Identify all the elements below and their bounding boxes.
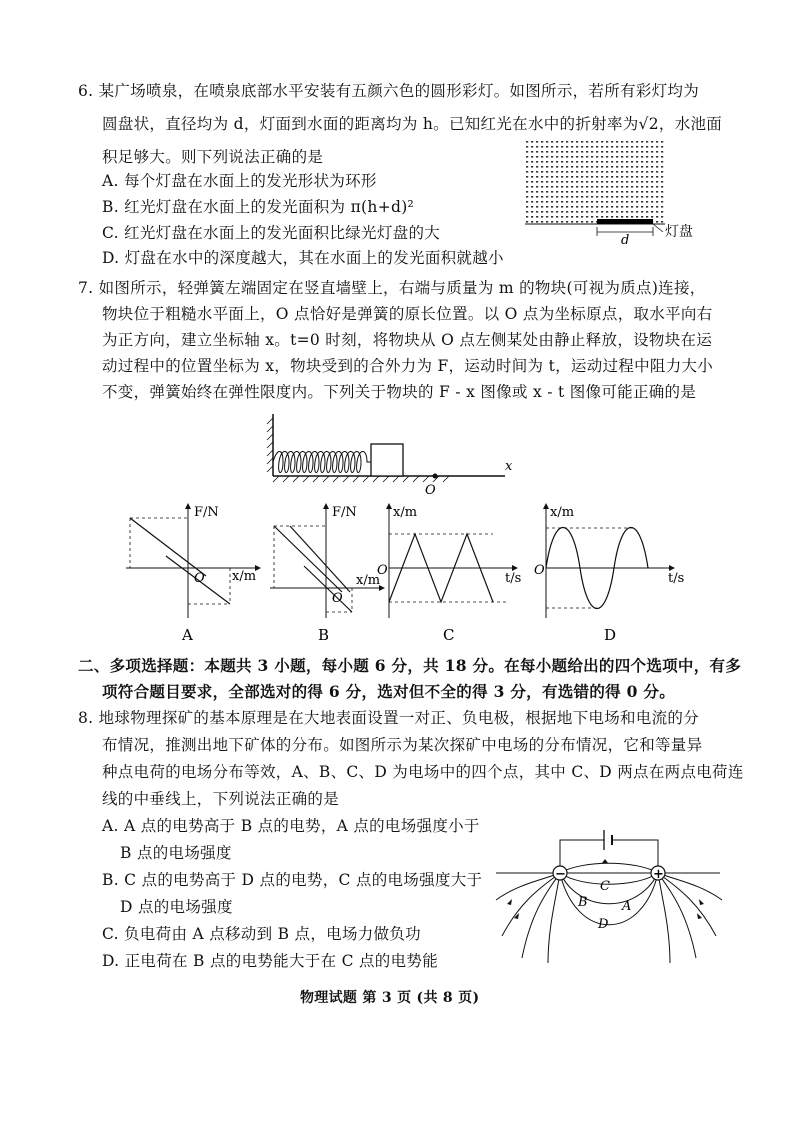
- q8-stem-line2: 布情况，推测出地下矿体的分布。如图所示为某次探矿中电场的分布情况，它和等量异: [102, 736, 703, 754]
- q8-option-a-line1: A. A 点的电势高于 B 点的电势，A 点的电场强度小于: [102, 817, 480, 835]
- x-axis-label: x: [505, 459, 513, 474]
- graph-d-ylabel: x/m: [550, 505, 575, 520]
- point-c-label: C: [600, 879, 610, 894]
- q8-option-b-line2: D 点的电场强度: [120, 898, 233, 916]
- graph-b-ylabel: F/N: [332, 505, 357, 520]
- graph-c: [375, 500, 535, 644]
- q8-stem-line1: 8. 地球物理探矿的基本原理是在大地表面设置一对正、负电极，根据地下电场和电流的分: [78, 709, 700, 727]
- q6-option-c: C. 红光灯盘在水面上的发光面积比绿光灯盘的大: [102, 224, 441, 242]
- graph-b-letter: B: [318, 626, 330, 644]
- graph-c-origin: O: [377, 563, 388, 578]
- lamp-diameter-label: d: [621, 233, 630, 248]
- point-d-label: D: [598, 917, 609, 932]
- q8-option-a-line2: B 点的电场强度: [120, 844, 232, 862]
- q8-option-c: C. 负电荷由 A 点移动到 B 点，电场力做负功: [102, 925, 421, 943]
- lamp-label: 灯盘: [665, 224, 693, 240]
- point-a-label: A: [622, 899, 632, 914]
- q8-stem-line4: 线的中垂线上，下列说法正确的是: [102, 790, 340, 808]
- graph-a: [118, 500, 268, 644]
- graph-a-ylabel: F/N: [194, 505, 219, 520]
- q8-stem-line3: 种点电荷的电场分布等效，A、B、C、D 为电场中的四个点，其中 C、D 两点在两点电荷连: [102, 763, 744, 781]
- section2-heading-line2: 项符合题目要求，全部选对的得 6 分，选对但不全的得 3 分，有选错的得 0 分。: [102, 682, 676, 701]
- graph-c-ylabel: x/m: [393, 505, 418, 520]
- lamp-disc: [597, 219, 653, 224]
- q7-stem-line3: 为正方向，建立坐标轴 x。t=0 时刻，将物块从 O 点左侧某处由静止释放，设物块在运: [102, 331, 713, 349]
- spring: [273, 452, 371, 473]
- q6-stem-line1: 6. 某广场喷泉，在喷泉底部水平安装有五颜六色的圆形彩灯。如图所示，若所有彩灯均为: [78, 82, 700, 100]
- q6-stem-line2: 圆盘状，直径均为 d，灯面到水面的距离均为 h。已知红光在水中的折射率为√2，水池面: [102, 115, 723, 133]
- positive-charge: +: [653, 867, 664, 882]
- q6-option-b: B. 红光灯盘在水面上的发光面积为 π(h+d)²: [102, 198, 415, 216]
- q6-option-a: A. 每个灯盘在水面上的发光形状为环形: [102, 172, 377, 190]
- q6-option-d: D. 灯盘在水中的深度越大，其在水面上的发光面积就越小: [102, 249, 504, 267]
- page-footer: 物理试题 第 3 页 (共 8 页): [300, 990, 480, 1006]
- graph-d-letter: D: [604, 626, 617, 644]
- water-body: [525, 140, 665, 224]
- point-b-label: B: [578, 895, 588, 910]
- q7-stem-line4: 动过程中的位置坐标为 x，物块受到的合外力为 F，运动时间为 t，运动过程中阻力大小: [102, 357, 714, 375]
- graph-a-letter: A: [182, 626, 193, 644]
- graph-a-origin: O: [194, 571, 205, 586]
- q6-pool-figure: [525, 140, 735, 248]
- graph-c-letter: C: [443, 626, 455, 644]
- graph-b-xlabel: x/m: [356, 573, 381, 588]
- q7-stem-line1: 7. 如图所示，轻弹簧左端固定在竖直墙壁上，右端与质量为 m 的物块(可视为质点)连接，: [78, 279, 706, 297]
- q8-option-b-line1: B. C 点的电势高于 D 点的电势，C 点的电场强度大于: [102, 871, 483, 889]
- block: [371, 444, 403, 476]
- q7-stem-line2: 物块位于粗糙水平面上，O 点恰好是弹簧的原长位置。以 O 点为坐标原点，取水平向右: [102, 305, 713, 323]
- graph-d-origin: O: [534, 563, 545, 578]
- graph-d: [530, 500, 690, 644]
- graph-b-origin: O: [332, 591, 343, 606]
- section2-heading-line1: 二、多项选择题：本题共 3 小题，每小题 6 分，共 18 分。在每小题给出的四个选项中，有多: [78, 656, 742, 675]
- q8-field-figure: [492, 818, 724, 968]
- graph-c-xlabel: t/s: [505, 571, 522, 586]
- q7-spring-figure: [265, 410, 515, 498]
- negative-charge: −: [555, 867, 566, 882]
- origin-label: O: [425, 483, 436, 498]
- q8-option-d: D. 正电荷在 B 点的电势能大于在 C 点的电势能: [102, 952, 438, 970]
- q7-stem-line5: 不变，弹簧始终在弹性限度内。下列关于物块的 F - x 图像或 x - t 图像可能正确的是: [102, 383, 697, 401]
- graph-a-xlabel: x/m: [232, 569, 257, 584]
- graph-d-xlabel: t/s: [668, 571, 685, 586]
- q6-stem-line3: 积足够大。则下列说法正确的是: [102, 148, 324, 166]
